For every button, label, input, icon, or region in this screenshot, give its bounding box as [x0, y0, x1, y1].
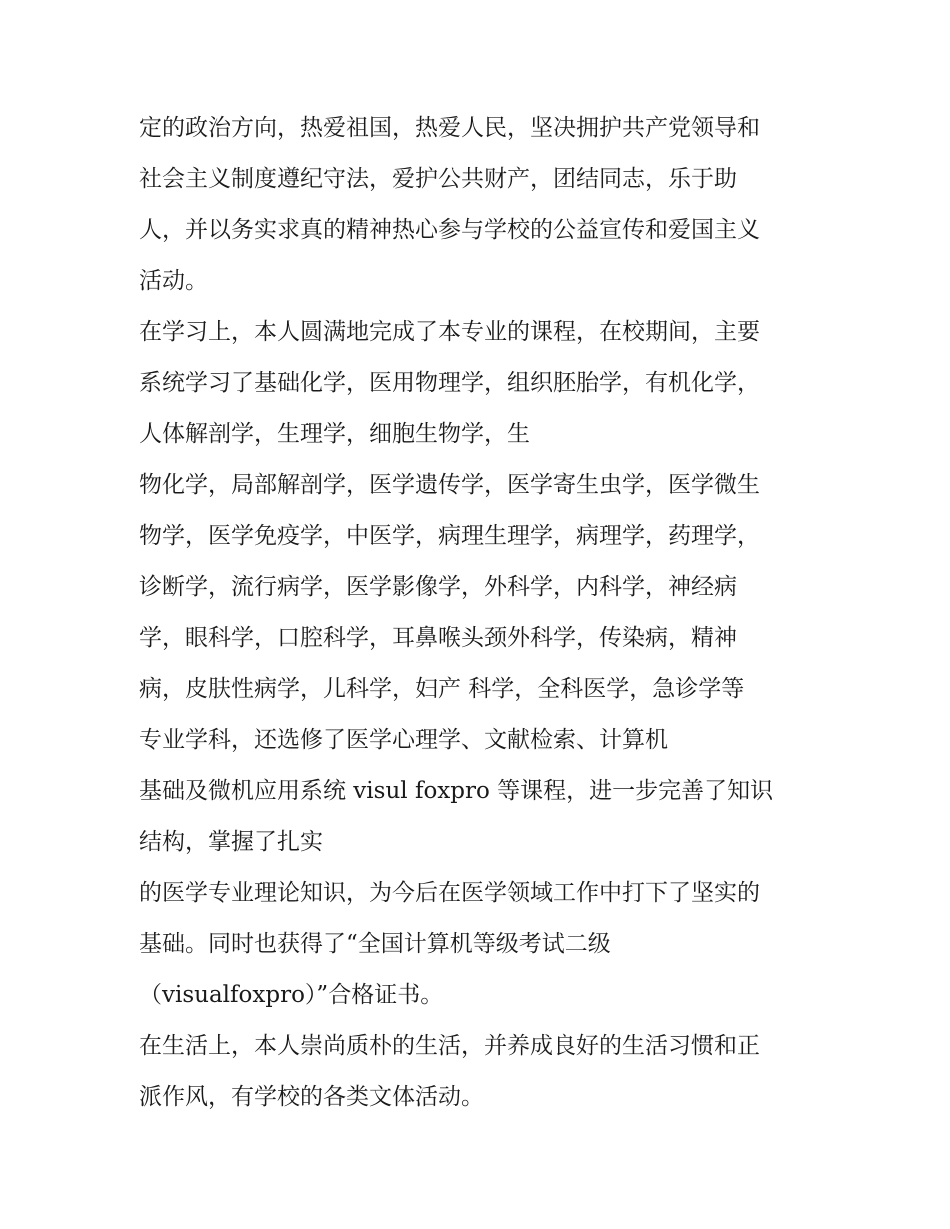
text-line: 结构，掌握了扎实	[139, 829, 323, 855]
text-line: 病，皮肤性病学，儿科学，妇产 科学，全科医学，急诊学等	[139, 676, 745, 702]
text-line: 社会主义制度遵纪守法，爱护公共财产，团结同志，乐于助	[139, 166, 737, 192]
text-line: 物学，医学免疫学，中医学，病理生理学，病理学，药理学，	[139, 523, 760, 549]
text-line: 活动。	[139, 268, 208, 294]
text-line: 定的政治方向，热爱祖国，热爱人民，坚决拥护共产党领导和	[139, 115, 760, 141]
text-line: 专业学科，还选修了医学心理学、文献检索、计算机	[139, 727, 668, 753]
text-line: 系统学习了基础化学，医用物理学，组织胚胎学，有机化学，	[139, 370, 760, 396]
text-line: 人，并以务实求真的精神热心参与学校的公益宣传和爱国主义	[139, 217, 760, 243]
text-line: 的医学专业理论知识，为今后在医学领域工作中打下了坚实的	[139, 880, 760, 906]
text-line: 基础及微机应用系统 visul foxpro 等课程，进一步完善了知识	[139, 778, 774, 804]
text-line: 物化学，局部解剖学，医学遗传学，医学寄生虫学，医学微生	[139, 472, 760, 498]
text-line: 派作风，有学校的各类文体活动。	[139, 1084, 484, 1110]
text-line: 人体解剖学，生理学，细胞生物学，生	[139, 421, 530, 447]
document-body	[139, 103, 819, 1123]
text-line: 在学习上，本人圆满地完成了本专业的课程，在校期间，主要	[139, 319, 760, 345]
text-line: 学，眼科学，口腔科学，耳鼻喉头颈外科学，传染病，精神	[139, 625, 737, 651]
text-line: 基础。同时也获得了“全国计算机等级考试二级	[139, 931, 611, 957]
text-line: （visualfoxpro）”合格证书。	[139, 982, 444, 1008]
text-line: 在生活上，本人崇尚质朴的生活，并养成良好的生活习惯和正	[139, 1033, 760, 1059]
text-line: 诊断学，流行病学，医学影像学，外科学，内科学，神经病	[139, 574, 737, 600]
